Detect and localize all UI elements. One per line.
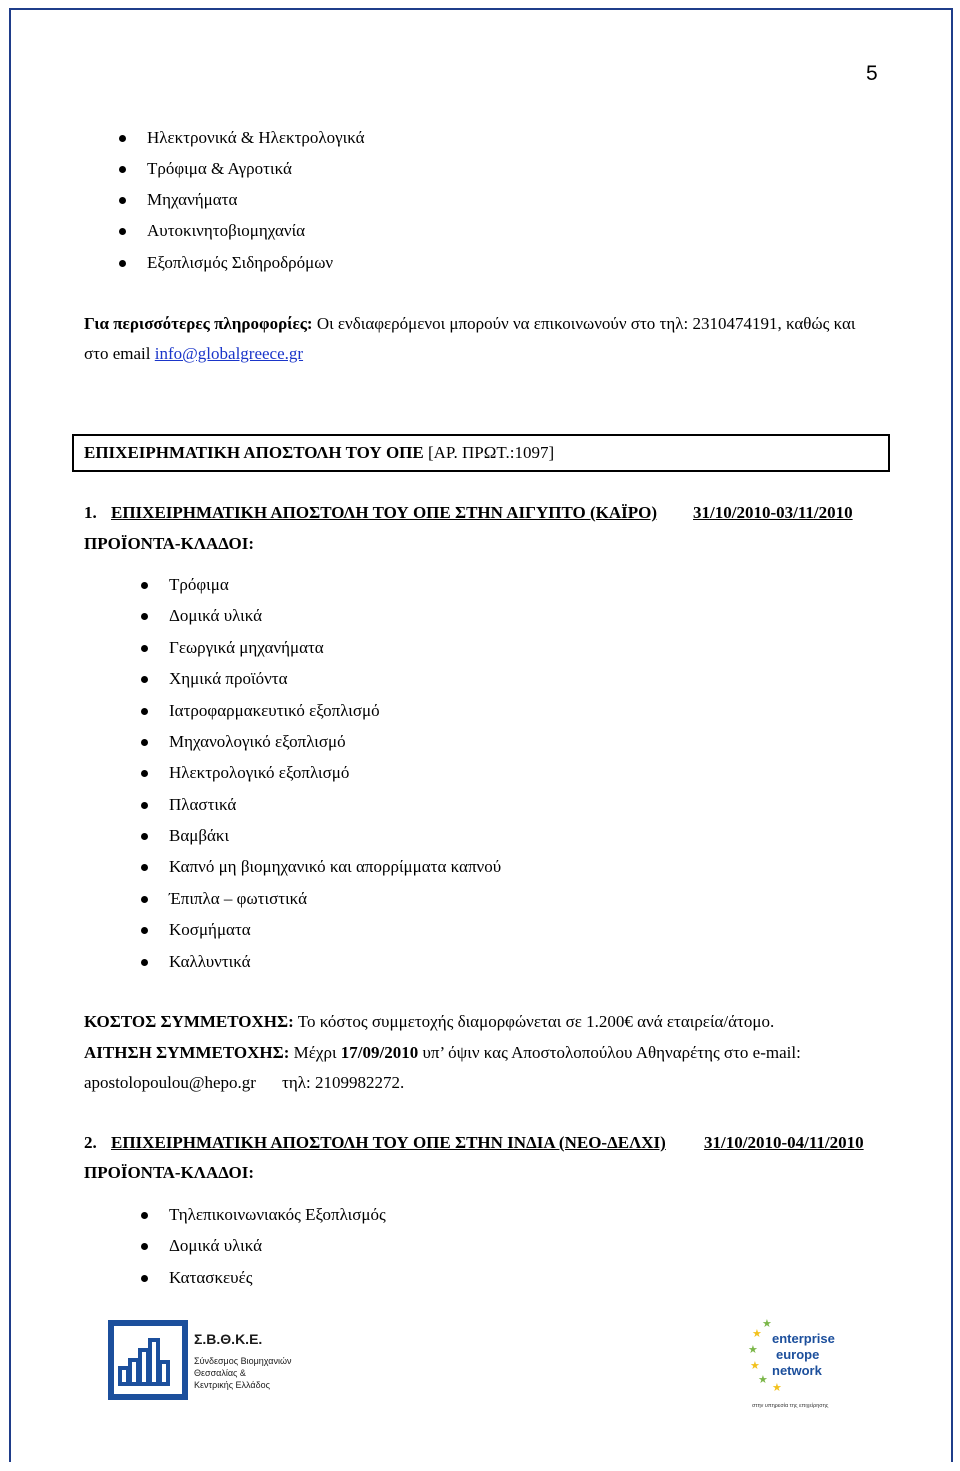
list-item: Μηχανήματα (147, 190, 238, 209)
list-item: Ηλεκτρολογικό εξοπλισμό (169, 763, 350, 782)
list-item: Τρόφιμα (169, 575, 229, 594)
svg-text:★: ★ (750, 1360, 760, 1372)
een-logo-mark (748, 1315, 858, 1410)
application-label: ΑΙΤΗΣΗ ΣΥΜΜΕΤΟΧΗΣ: (84, 1043, 290, 1062)
svg-text:★: ★ (762, 1318, 772, 1330)
svg-text:★: ★ (752, 1328, 762, 1340)
mission-heading (84, 442, 554, 464)
list-item: Δομικά υλικά (169, 606, 263, 625)
list-item: Εξοπλισμός Σιδηροδρόμων (147, 253, 334, 272)
application-line-1 (84, 1042, 882, 1064)
sbthke-logo-mark (108, 1320, 308, 1400)
section-2-products-label: ΠΡΟΪΟΝΤΑ-ΚΛΑΔΟΙ: (84, 1163, 255, 1182)
info-line-2 (84, 343, 303, 365)
svg-text:★: ★ (758, 1374, 768, 1386)
section-2-dates: 31/10/2010-04/11/2010 (704, 1133, 864, 1152)
een-line-1: enterprise (772, 1331, 835, 1346)
een-line-3: network (772, 1363, 822, 1378)
cost-label: ΚΟΣΤΟΣ ΣΥΜΜΕΤΟΧΗΣ: (84, 1012, 294, 1031)
sbthke-logo (108, 1320, 308, 1400)
list-item: Αυτοκινητοβιομηχανία (147, 221, 306, 240)
sbthke-abbr: Σ.Β.Θ.Κ.Ε. (194, 1331, 263, 1347)
list-item: Κοσμήματα (169, 920, 251, 939)
list-item: Μηχανολογικό εξοπλισμό (169, 732, 346, 751)
cost-text: Το κόστος συμμετοχής διαμορφώνεται σε 1.200€ ανά εταιρεία/άτομο. (293, 1012, 775, 1031)
sbthke-line-2: Θεσσαλίας & (194, 1368, 246, 1378)
list-item: Γεωργικά μηχανήματα (169, 638, 324, 657)
sbthke-line-1: Σύνδεσμος Βιομηχανιών (194, 1356, 292, 1366)
application-pre: Μέχρι (289, 1043, 341, 1062)
een-line-2: europe (776, 1347, 820, 1362)
list-item: Ιατροφαρμακευτικό εξοπλισμό (169, 701, 380, 720)
svg-text:★: ★ (748, 1344, 758, 1356)
sbthke-line-3: Κεντρικής Ελλάδος (194, 1380, 270, 1390)
mission-heading-ref: [ΑΡ. ΠΡΩΤ.:1097] (423, 443, 555, 462)
section-1-number: 1. (84, 503, 97, 522)
application-text: υπ’ όψιν κας Αποστολοπούλου Αθηναρέτης στο e-mail: (418, 1043, 801, 1062)
list-item: Έπιπλα – φωτιστικά (169, 889, 307, 908)
enterprise-europe-network-logo (748, 1315, 858, 1410)
section-1-products-label: ΠΡΟΪΟΝΤΑ-ΚΛΑΔΟΙ: (84, 534, 255, 553)
mission-heading-bold: ΕΠΙΧΕΙΡΗΜΑΤΙΚΗ ΑΠΟΣΤΟΛΗ ΤΟΥ ΟΠΕ (84, 443, 424, 462)
page-number: 5 (866, 62, 878, 85)
list-item: Τηλεπικοινωνιακός Εξοπλισμός (169, 1205, 386, 1224)
list-item: Πλαστικά (169, 795, 237, 814)
een-tagline: στην υπηρεσία της επιχείρησης (752, 1403, 829, 1409)
info-label: Για περισσότερες πληροφορίες: (84, 314, 313, 333)
section-1-dates: 31/10/2010-03/11/2010 (693, 503, 853, 522)
list-item: Τρόφιμα & Αγροτικά (147, 159, 292, 178)
section-1-title: ΕΠΙΧΕΙΡΗΜΑΤΙΚΗ ΑΠΟΣΤΟΛΗ ΤΟΥ ΟΠΕ ΣΤΗΝ ΑΙΓΥΠΤΟ (ΚΑΪΡΟ) (111, 503, 658, 522)
info-email-link[interactable]: info@globalgreece.gr (154, 344, 304, 363)
list-item: Ηλεκτρονικά & Ηλεκτρολογικά (147, 128, 365, 147)
section-2-title: ΕΠΙΧΕΙΡΗΜΑΤΙΚΗ ΑΠΟΣΤΟΛΗ ΤΟΥ ΟΠΕ ΣΤΗΝ ΙΝΔΙΑ (ΝΕΟ-ΔΕΛΧΙ) (111, 1133, 666, 1152)
svg-text:★: ★ (772, 1382, 782, 1394)
info-text-2: στο email (84, 344, 155, 363)
list-item: Βαμβάκι (169, 826, 230, 845)
list-item: Χημικά προϊόντα (169, 669, 288, 688)
list-item: Δομικά υλικά (169, 1236, 263, 1255)
application-phone: τηλ: 2109982272. (282, 1073, 405, 1092)
list-item: Καλλυντικά (169, 952, 251, 971)
info-text: Οι ενδιαφερόμενοι μπορούν να επικοινωνούν στο τηλ: 2310474191, καθώς και (312, 314, 856, 333)
list-item: Καπνό μη βιομηχανικό και απορρίμματα καπνού (169, 857, 502, 876)
section-2-number: 2. (84, 1133, 97, 1152)
application-deadline: 17/09/2010 (340, 1043, 419, 1062)
list-item: Κατασκευές (169, 1268, 253, 1287)
application-email: apostolopoulou@hepo.gr (84, 1073, 256, 1092)
cost-line (84, 1011, 774, 1033)
info-line-1 (84, 313, 856, 335)
